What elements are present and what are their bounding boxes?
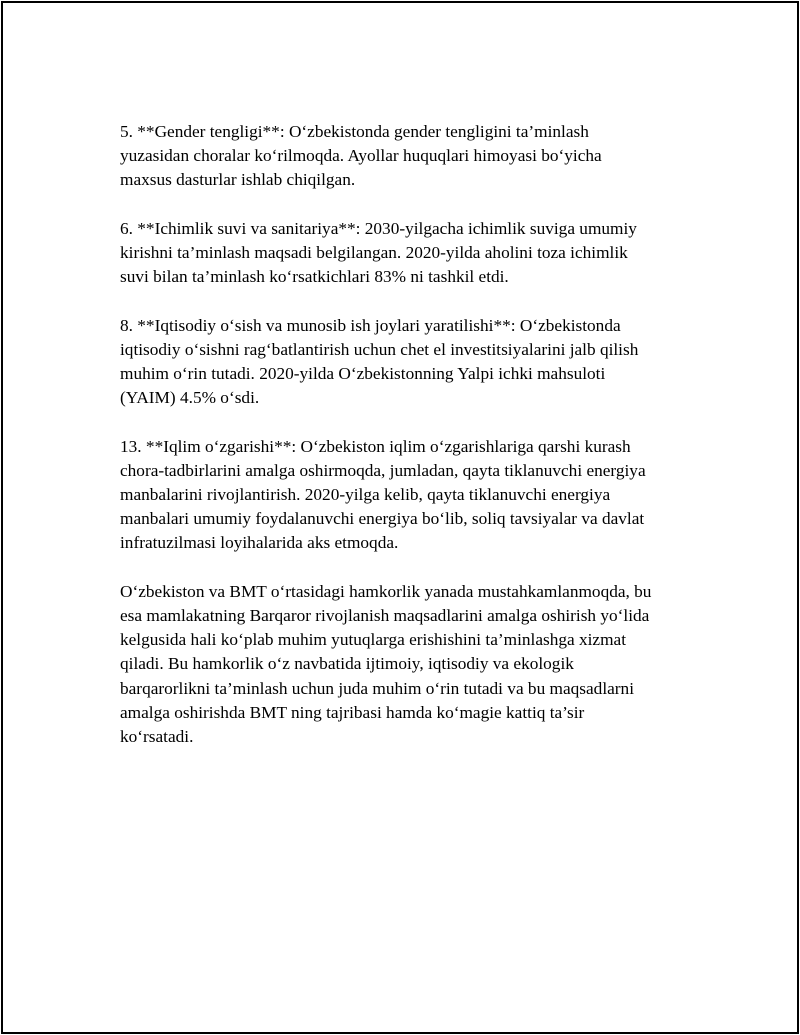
document-body <box>120 120 700 773</box>
paragraph-economic-growth: 8. **Iqtisodiy o‘sish va munosib ish joylari yaratilishi**: O‘zbekistonda iqtisodiy o‘sishni rag‘batlantirish uchun chet el investitsiyalarini jalb qilish muhim o‘rin tutadi. 2020-yilda O‘zbekistonning Yalpi ichki mahsuloti (YAIM) 4.5% o‘sdi. <box>120 315 639 408</box>
paragraph-conclusion: O‘zbekiston va BMT o‘rtasidagi hamkorlik yanada mustahkamlanmoqda, bu esa mamlakatning Barqaror rivojlanish maqsadlarini amalga oshirish yo‘lida kelgusida hali ko‘plab muhim yutuqlarga erishishini ta’minlashga xizmat qiladi. Bu hamkorlik o‘z navbatida ijtimoiy, iqtisodiy va ekologik barqarorlikni ta’minlash uchun juda muhim o‘rin tutadi va bu maqsadlarni amalga oshirishda BMT ning tajribasi hamda ko‘magie kattiq ta’sir ko‘rsatadi. <box>120 581 652 747</box>
document-page <box>1 1 799 1034</box>
paragraph-climate-change: 13. **Iqlim o‘zgarishi**: O‘zbekiston iqlim o‘zgarishlariga qarshi kurash chora-tadbirlarini amalga oshirmoqda, jumladan, qayta tiklanuvchi energiya manbalarini rivojlantirish. 2020-yilga kelib, qayta tiklanuvchi energiya manbalari umumiy foydalanuvchi energiya bo‘lib, soliq tavsiyalar va davlat infratuzilmasi loyihalarida aks etmoqda. <box>120 436 646 553</box>
paragraph-water-sanitation: 6. **Ichimlik suvi va sanitariya**: 2030-yilgacha ichimlik suviga umumiy kirishni ta’minlash maqsadi belgilangan. 2020-yilda aholini toza ichimlik suvi bilan ta’minlash ko‘rsatkichlari 83% ni tashkil etdi. <box>120 218 637 287</box>
paragraph-gender-equality: 5. **Gender tengligi**: O‘zbekistonda gender tengligini ta’minlash yuzasidan choralar ko‘rilmoqda. Ayollar huquqlari himoyasi bo‘yicha maxsus dasturlar ishlab chiqilgan. <box>120 122 602 190</box>
